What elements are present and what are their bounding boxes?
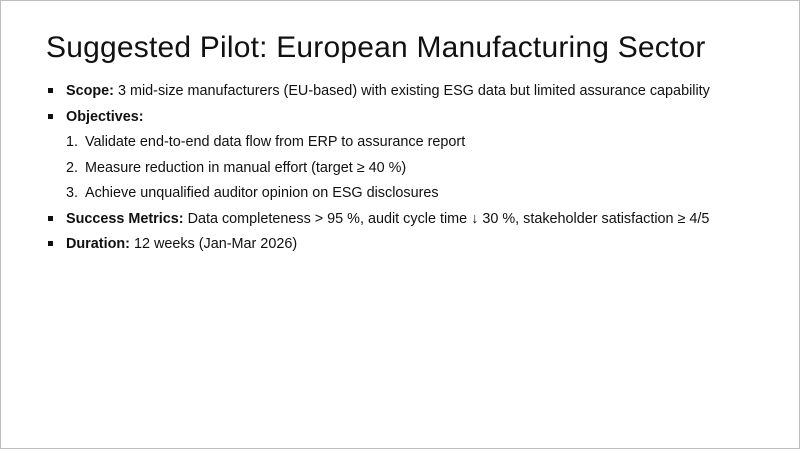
objective-number: 3. <box>66 185 79 201</box>
objective-number: 1. <box>66 134 79 150</box>
slide-content <box>48 81 788 260</box>
slide-title: Suggested Pilot: European Manufacturing Sector <box>46 31 706 64</box>
objective-item <box>48 132 788 158</box>
bullet-text: Data completeness > 95 %, audit cycle time ↓ 30 %, stakeholder satisfaction ≥ 4/5 <box>183 210 710 227</box>
bullet-label: Objectives: <box>66 108 144 125</box>
bullet-label: Duration: <box>66 236 130 252</box>
objective-item <box>48 158 788 184</box>
bullet-marker <box>48 88 53 93</box>
bullet-duration <box>48 234 788 260</box>
bullet-text: 12 weeks (Jan-Mar 2026) <box>129 236 298 252</box>
bullet-label: Success Metrics: <box>66 210 184 227</box>
bullet-objectives <box>48 107 788 133</box>
objective-text: Achieve unqualified auditor opinion on ESG disclosures <box>85 185 439 201</box>
objective-text: Validate end-to-end data flow from ERP to assurance report <box>85 134 466 150</box>
objective-number: 2. <box>66 159 79 176</box>
bullet-text: 3 mid-size manufacturers (EU-based) with existing ESG data but limited assurance capability <box>113 83 710 99</box>
bullet-success-metrics <box>48 209 788 235</box>
bullet-label: Scope: <box>66 83 114 99</box>
objective-item <box>48 183 788 209</box>
bullet-scope <box>48 81 788 107</box>
objective-text: Measure reduction in manual effort (target ≥ 40 %) <box>85 159 407 176</box>
bullet-marker <box>48 216 53 221</box>
bullet-marker <box>48 241 53 246</box>
bullet-marker <box>48 114 53 119</box>
